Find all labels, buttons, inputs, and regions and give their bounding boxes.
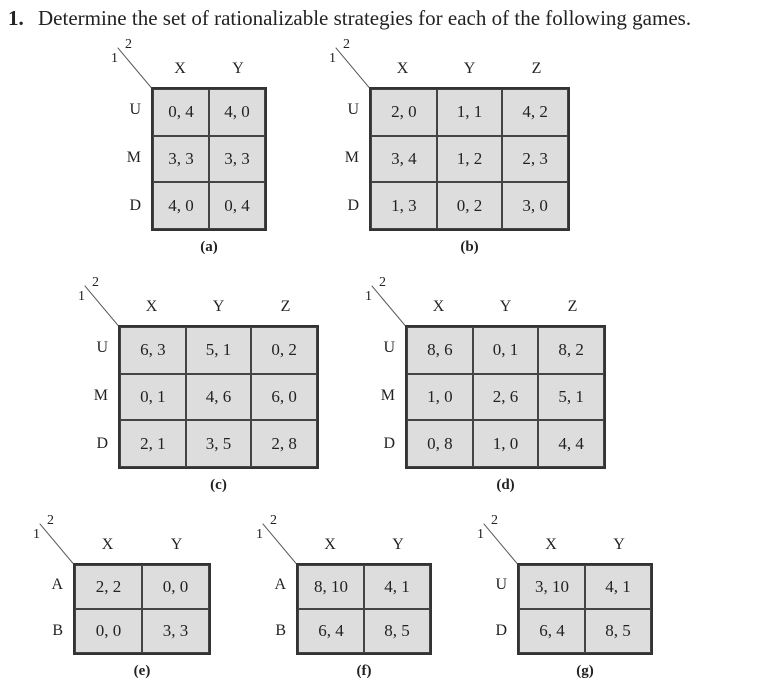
payoff-cell: 4, 1 (585, 565, 651, 609)
payoff-cell: 2, 0 (371, 89, 437, 136)
payoff-cell: 6, 4 (519, 609, 585, 653)
row-label: U (347, 101, 359, 118)
column-label: Y (392, 536, 404, 553)
player-1-label: 1 (33, 527, 40, 542)
game-caption: (e) (133, 663, 151, 679)
player-1-label: 1 (78, 289, 85, 304)
row-label: M (344, 149, 359, 166)
player-divider-line (117, 47, 151, 88)
payoff-cell: 3, 0 (502, 182, 568, 229)
row-label: M (380, 387, 395, 404)
column-label: Y (613, 536, 625, 553)
payoff-matrix (405, 325, 606, 469)
row-label: D (495, 622, 507, 639)
payoff-cell: 2, 6 (473, 374, 539, 421)
payoff-cell: 8, 5 (364, 609, 430, 653)
column-label: X (145, 298, 158, 315)
payoff-cell: 0, 8 (407, 420, 473, 467)
row-label: D (383, 435, 395, 452)
payoff-cell: 5, 1 (538, 374, 604, 421)
payoff-matrix (517, 563, 653, 655)
row-label: M (93, 387, 108, 404)
row-label: A (274, 576, 286, 593)
payoff-cell: 4, 2 (502, 89, 568, 136)
player-1-label: 1 (329, 51, 336, 66)
game-caption: (f) (356, 663, 372, 679)
payoff-cell: 8, 5 (585, 609, 651, 653)
row-label: B (275, 622, 286, 639)
column-label: Y (232, 60, 244, 77)
payoff-cell: 2, 8 (251, 420, 317, 467)
player-2-label: 2 (379, 275, 386, 290)
column-label: Y (499, 298, 512, 315)
payoff-matrix (73, 563, 211, 655)
player-divider-line (483, 523, 517, 564)
payoff-matrix (296, 563, 432, 655)
payoff-cell: 1, 2 (437, 136, 503, 183)
payoff-cell: 4, 0 (209, 89, 265, 136)
payoff-cell: 0, 2 (251, 327, 317, 374)
payoff-cell: 0, 1 (120, 374, 186, 421)
payoff-cell: 1, 1 (437, 89, 503, 136)
player-2-label: 2 (491, 513, 498, 528)
payoff-cell: 3, 10 (519, 565, 585, 609)
payoff-cell: 6, 4 (298, 609, 364, 653)
payoff-cell: 3, 5 (186, 420, 252, 467)
payoff-matrix (151, 87, 267, 231)
game-caption: (c) (210, 477, 227, 493)
payoff-matrix (369, 87, 570, 231)
row-label: D (96, 435, 108, 452)
player-divider-line (262, 523, 296, 564)
column-label: Z (280, 298, 291, 315)
row-label: M (126, 149, 141, 166)
payoff-cell: 1, 0 (473, 420, 539, 467)
payoff-cell: 4, 4 (538, 420, 604, 467)
column-label: X (101, 536, 114, 553)
payoff-cell: 1, 3 (371, 182, 437, 229)
payoff-cell: 2, 2 (75, 565, 142, 609)
row-label: D (129, 197, 141, 214)
player-divider-line (335, 47, 369, 88)
payoff-cell: 4, 6 (186, 374, 252, 421)
player-2-label: 2 (125, 37, 132, 52)
player-1-label: 1 (111, 51, 118, 66)
payoff-cell: 1, 0 (407, 374, 473, 421)
payoff-cell: 2, 1 (120, 420, 186, 467)
payoff-cell: 0, 0 (75, 609, 142, 653)
payoff-cell: 3, 3 (142, 609, 209, 653)
player-2-label: 2 (270, 513, 277, 528)
payoff-cell: 0, 1 (473, 327, 539, 374)
player-2-label: 2 (47, 513, 54, 528)
payoff-cell: 6, 0 (251, 374, 317, 421)
row-label: U (495, 576, 507, 593)
question-number: 1. (8, 6, 24, 30)
payoff-cell: 3, 3 (153, 136, 209, 183)
player-1-label: 1 (256, 527, 263, 542)
column-label: Y (463, 60, 476, 77)
row-label: U (383, 339, 395, 356)
player-2-label: 2 (343, 37, 350, 52)
player-1-label: 1 (477, 527, 484, 542)
row-label: D (347, 197, 359, 214)
game-caption: (d) (496, 477, 515, 493)
column-label: X (324, 536, 336, 553)
column-label: X (396, 60, 409, 77)
payoff-matrix (118, 325, 319, 469)
row-label: B (52, 622, 63, 639)
payoff-cell: 8, 10 (298, 565, 364, 609)
column-label: Z (567, 298, 578, 315)
player-1-label: 1 (365, 289, 372, 304)
row-label: U (129, 101, 141, 118)
payoff-cell: 0, 4 (153, 89, 209, 136)
payoff-cell: 0, 2 (437, 182, 503, 229)
column-label: X (432, 298, 445, 315)
payoff-cell: 8, 6 (407, 327, 473, 374)
player-divider-line (371, 285, 405, 326)
column-label: X (174, 60, 186, 77)
payoff-cell: 4, 0 (153, 182, 209, 229)
game-caption: (g) (576, 663, 594, 679)
player-divider-line (84, 285, 118, 326)
column-label: Y (170, 536, 183, 553)
payoff-cell: 2, 3 (502, 136, 568, 183)
row-label: U (96, 339, 108, 356)
player-2-label: 2 (92, 275, 99, 290)
game-caption: (a) (200, 239, 218, 255)
payoff-cell: 0, 0 (142, 565, 209, 609)
payoff-cell: 3, 4 (371, 136, 437, 183)
row-label: A (51, 576, 63, 593)
column-label: X (545, 536, 557, 553)
payoff-cell: 3, 3 (209, 136, 265, 183)
game-caption: (b) (460, 239, 479, 255)
question-text: Determine the set of rationalizable strategies for each of the following games. (38, 6, 692, 30)
payoff-cell: 8, 2 (538, 327, 604, 374)
payoff-cell: 6, 3 (120, 327, 186, 374)
payoff-cell: 0, 4 (209, 182, 265, 229)
player-divider-line (39, 523, 73, 564)
payoff-cell: 5, 1 (186, 327, 252, 374)
payoff-cell: 4, 1 (364, 565, 430, 609)
column-label: Z (531, 60, 542, 77)
column-label: Y (212, 298, 225, 315)
